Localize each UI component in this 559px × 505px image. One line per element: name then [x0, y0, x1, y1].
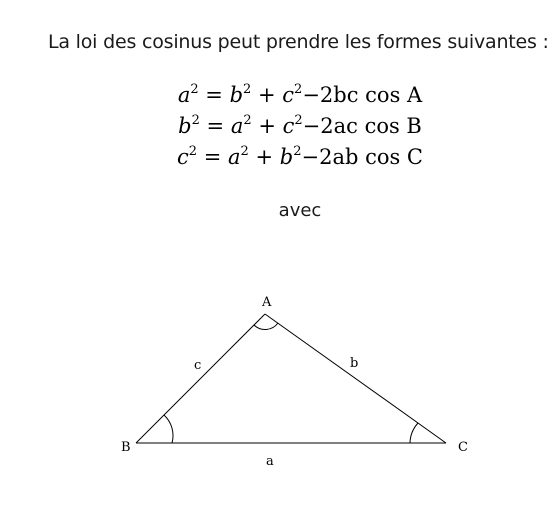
formula-line-2: $b^2 = a^2 + c^2-2ac$ cos B: [178, 113, 422, 138]
angle-a-arc: [254, 323, 278, 330]
side-c-line: [136, 314, 265, 443]
avec-text: avec: [278, 200, 322, 221]
vertex-label-a: A: [262, 295, 272, 310]
side-label-b: b: [350, 356, 359, 371]
side-label-c: c: [194, 358, 202, 373]
side-b-line: [265, 314, 446, 443]
angle-c-arc: [410, 423, 418, 443]
vertex-label-b: B: [121, 440, 131, 455]
vertex-label-c: C: [458, 440, 468, 455]
side-label-a: a: [266, 454, 274, 469]
angle-b-arc: [164, 415, 173, 443]
intro-text: La loi des cosinus peut prendre les formes suivantes :: [48, 31, 549, 53]
formula-line-1: $a^2 = b^2 + c^2-2bc$ cos A: [177, 82, 423, 107]
formula-line-3: $c^2 = a^2 + b^2-2ab$ cos C: [176, 144, 424, 169]
